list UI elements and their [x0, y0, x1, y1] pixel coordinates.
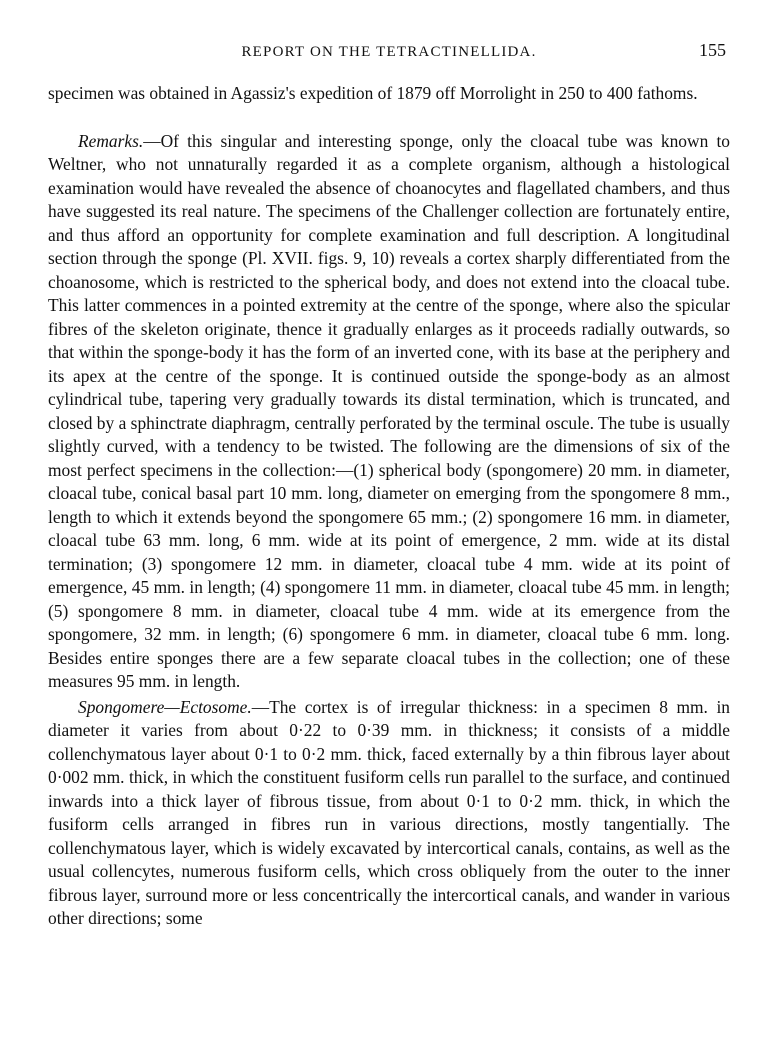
ectosome-body: —The cortex is of irregular thickness: in a specimen 8 mm. in diameter it varies from about 0·22 to 0·39 mm. in thickness; it consists of a middle collenchymatous layer about 0·1 to 0·2 mm. thick, faced externally by a thin fibrous layer about 0·002 mm. thick, in which the constituent fusiform cells run parallel to the surface, and continued inwards into a thick layer of fibrous tissue, from about 0·1 to 0·2 mm. thick, in which the fusiform cells arranged in fibres run in various directions, mostly tangentially. The collenchymatous layer, which is widely excavated by intercortical canals, contains, as well as the usual collencytes, numerous fusiform cells, which cross obliquely from the outer to the inner fibrous layer, surround more or less concentrically the intercortical canals, and wander in various other directions; some	[48, 696, 730, 928]
page-number: 155	[699, 40, 726, 60]
ectosome-paragraph	[48, 696, 730, 931]
remarks-paragraph	[48, 130, 730, 694]
intro-paragraph: specimen was obtained in Agassiz's expedition of 1879 off Morrolight in 250 to 400 fathoms.	[48, 83, 698, 103]
ectosome-lead: Spongomere—Ectosome.	[78, 696, 252, 717]
remarks-lead: Remarks.	[78, 130, 144, 151]
running-title: REPORT ON THE TETRACTINELLIDA.	[241, 44, 537, 60]
remarks-body: —Of this singular and interesting sponge, only the cloacal tube was known to Weltner, who not unnaturally regarded it as a complete organism, although a histological examination would have revealed the absence of choanocytes and flagellated chambers, and thus have suggested its real nature. The specimens of the Challenger collection are fortunately entire, and thus afford an opportunity for complete examination and full description. A longitudinal section through the sponge (Pl. XVII. figs. 9, 10) reveals a cortex sharply differentiated from the choanosome, which is restricted to the spherical body, and does not extend into the cloacal tube. This latter commences in a pointed extremity at the centre of the sponge, where also the spicular fibres of the skeleton originate, thence it gradually enlarges as it proceeds radially outwards, so that within the sponge-body it has the form of an inverted cone, with its base at the periphery and its apex at the centre of the sponge. It is continued outside the sponge-body as an almost cylindrical tube, tapering very gradually towards its distal termination, which is truncated, and closed by a sphinctrate diaphragm, centrally perforated by the terminal oscule. The tube is usually slightly curved, with a tendency to be twisted. The following are the dimensions of six of the most perfect specimens in the collection:—(1) spherical body (spongomere) 20 mm. in diameter, cloacal tube, conical basal part 10 mm. long, diameter on emerging from the spongomere 8 mm., length to which it extends beyond the spongomere 65 mm.; (2) spongomere 16 mm. in diameter, cloacal tube 63 mm. long, 6 mm. wide at its point of emergence, 2 mm. wide at its distal termination; (3) spongomere 12 mm. in diameter, cloacal tube 4 mm. wide at its point of emergence, 45 mm. in length; (4) spongomere 11 mm. in diameter, cloacal tube 45 mm. in length; (5) spongomere 8 mm. in diameter, cloacal tube 4 mm. wide at its emergence from the spongomere, 32 mm. in length; (6) spongomere 6 mm. in diameter, cloacal tube 6 mm. long. Besides entire sponges there are a few separate cloacal tubes in the collection; one of these measures 95 mm. in length.	[48, 130, 730, 691]
running-header	[48, 38, 730, 68]
